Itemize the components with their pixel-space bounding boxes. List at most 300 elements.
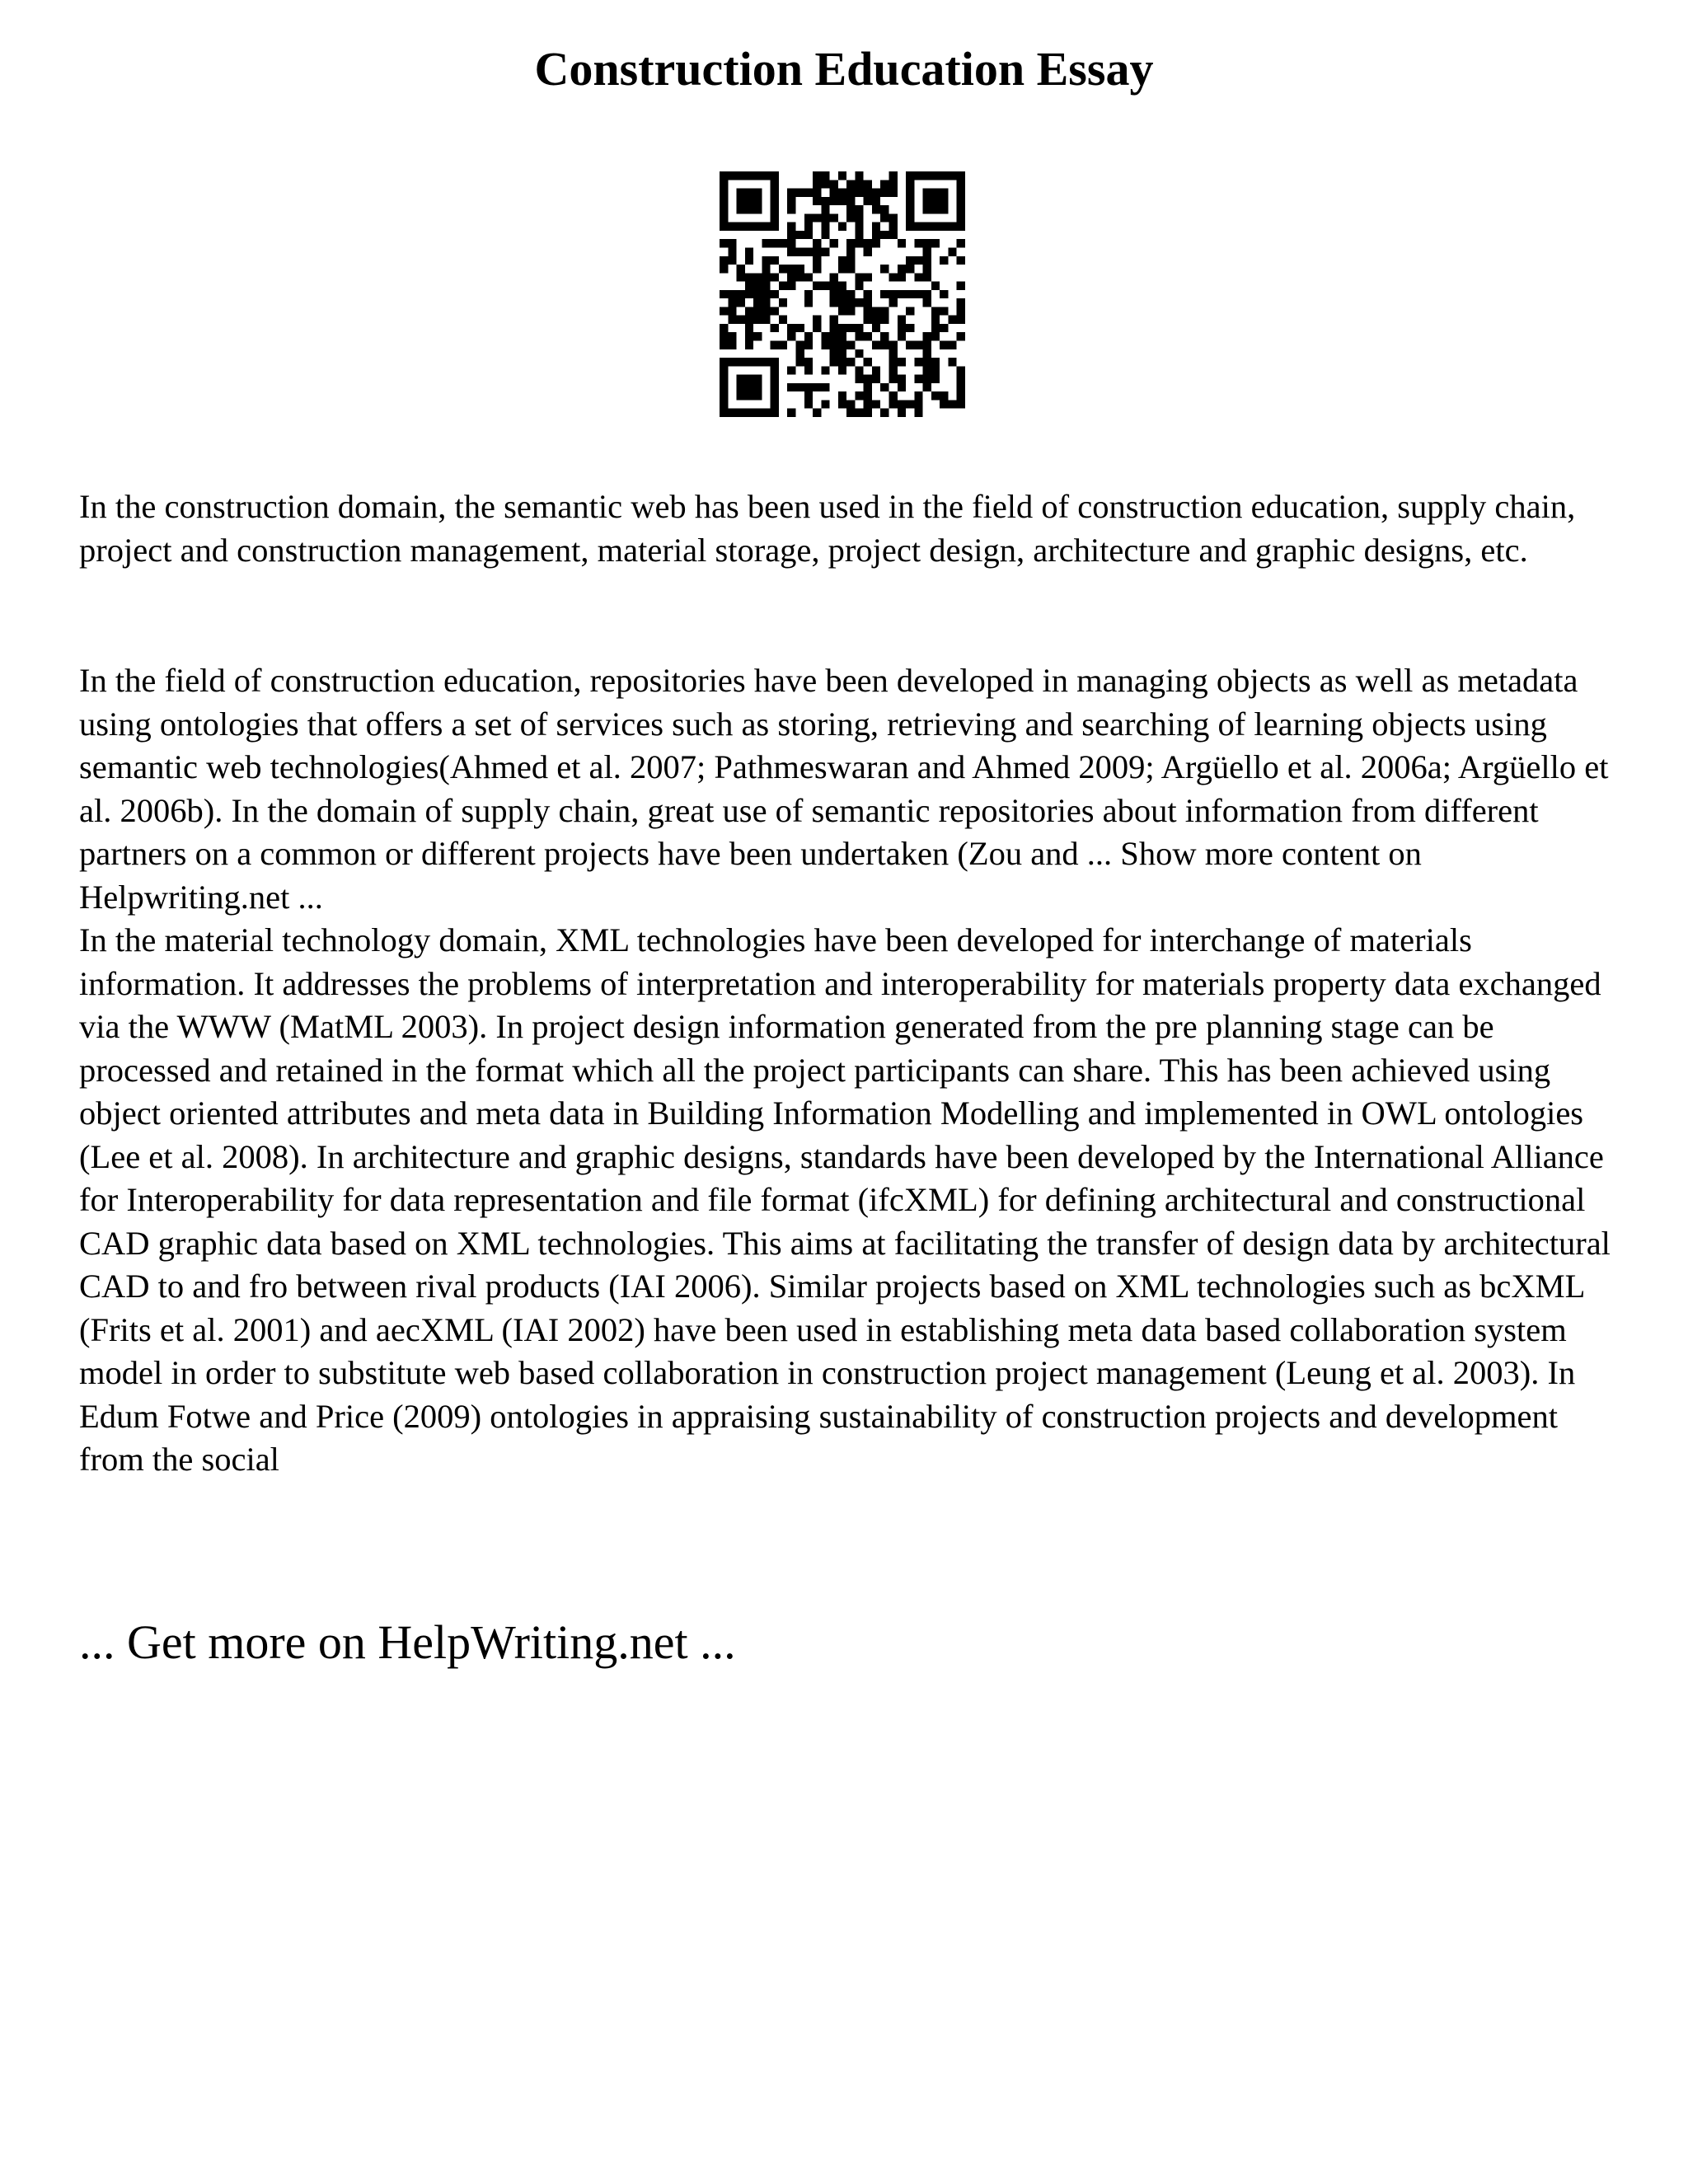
qr-module [889, 223, 898, 231]
qr-module [838, 256, 846, 265]
qr-module [745, 197, 753, 205]
qr-module [914, 409, 922, 417]
qr-module [931, 239, 940, 247]
qr-module [745, 332, 753, 340]
qr-module [923, 366, 931, 374]
qr-module [728, 358, 736, 366]
qr-module [957, 307, 965, 315]
qr-module [720, 256, 728, 265]
qr-module [855, 375, 863, 383]
qr-module [737, 171, 745, 180]
qr-module [745, 282, 753, 290]
qr-module [720, 265, 728, 273]
qr-module [720, 189, 728, 197]
qr-module [864, 247, 872, 255]
qr-module [720, 171, 728, 180]
qr-module [771, 290, 779, 298]
qr-module [762, 298, 770, 307]
qr-module [940, 197, 948, 205]
qr-module [804, 383, 813, 391]
qr-module [898, 265, 906, 273]
qr-module [898, 409, 906, 417]
qr-module [795, 189, 804, 197]
qr-module [855, 282, 863, 290]
qr-module [771, 366, 779, 374]
qr-module [830, 189, 838, 197]
qr-module [720, 332, 728, 340]
qr-module [855, 273, 863, 281]
qr-module [889, 231, 898, 239]
qr-module [923, 171, 931, 180]
qr-module [889, 290, 898, 298]
qr-module [821, 197, 829, 205]
qr-module [762, 256, 770, 265]
qr-module [821, 171, 829, 180]
qr-module [804, 298, 813, 307]
qr-module [838, 282, 846, 290]
qr-module [931, 324, 940, 332]
qr-module [737, 205, 745, 213]
qr-module [804, 358, 813, 366]
qr-module [931, 391, 940, 400]
qr-module [821, 383, 829, 391]
qr-module [864, 180, 872, 188]
qr-module [753, 383, 762, 391]
qr-module [889, 349, 898, 358]
qr-module [940, 256, 948, 265]
qr-module [771, 180, 779, 188]
qr-module [923, 298, 931, 307]
qr-module [753, 298, 762, 307]
qr-module [880, 383, 889, 391]
qr-module [720, 341, 728, 349]
qr-module [821, 231, 829, 239]
qr-module [838, 324, 846, 332]
qr-module [906, 223, 914, 231]
qr-module [795, 324, 804, 332]
qr-module [728, 316, 736, 324]
qr-module [771, 409, 779, 417]
qr-module [779, 282, 787, 290]
qr-module [846, 298, 855, 307]
qr-module [898, 358, 906, 366]
qr-module [745, 358, 753, 366]
qr-module [872, 307, 880, 315]
qr-module [779, 265, 787, 273]
qr-module [753, 316, 762, 324]
qr-module [762, 239, 770, 247]
qr-module [957, 223, 965, 231]
qr-module [880, 307, 889, 315]
qr-module [737, 273, 745, 281]
qr-module [846, 265, 855, 273]
qr-module [898, 239, 906, 247]
qr-module [957, 213, 965, 222]
qr-module [898, 324, 906, 332]
qr-module [804, 341, 813, 349]
qr-module [880, 290, 889, 298]
qr-module [771, 324, 779, 332]
qr-module [813, 324, 821, 332]
qr-module [940, 324, 948, 332]
qr-module [745, 324, 753, 332]
qr-module [957, 375, 965, 383]
qr-module [745, 256, 753, 265]
qr-module [838, 265, 846, 273]
qr-module [762, 358, 770, 366]
qr-module [846, 189, 855, 197]
qr-module [779, 341, 787, 349]
qr-module [753, 205, 762, 213]
qr-module [821, 366, 829, 374]
qr-module [846, 205, 855, 213]
qr-code-icon [720, 171, 965, 417]
qr-module [762, 307, 770, 315]
qr-module [957, 316, 965, 324]
qr-module [745, 341, 753, 349]
qr-module [720, 400, 728, 408]
qr-module [838, 391, 846, 400]
qr-module [889, 400, 898, 408]
qr-module [838, 366, 846, 374]
qr-module [813, 171, 821, 180]
qr-module [931, 332, 940, 340]
qr-module [753, 171, 762, 180]
qr-module [821, 247, 829, 255]
qr-module [889, 189, 898, 197]
qr-module [906, 265, 914, 273]
qr-module [880, 409, 889, 417]
qr-module [957, 180, 965, 188]
qr-module [957, 197, 965, 205]
qr-module [923, 256, 931, 265]
qr-module [923, 332, 931, 340]
qr-module [737, 409, 745, 417]
qr-module [830, 358, 838, 366]
qr-module [830, 282, 838, 290]
qr-module [957, 391, 965, 400]
qr-module [931, 171, 940, 180]
qr-module [846, 197, 855, 205]
qr-module [762, 282, 770, 290]
qr-module [762, 316, 770, 324]
qr-module [931, 366, 940, 374]
qr-module [872, 189, 880, 197]
qr-module [923, 205, 931, 213]
qr-module [720, 223, 728, 231]
qr-module [906, 290, 914, 298]
qr-module [771, 358, 779, 366]
qr-module [804, 223, 813, 231]
qr-module [855, 409, 863, 417]
qr-module [838, 189, 846, 197]
qr-module [872, 316, 880, 324]
qr-module [753, 189, 762, 197]
qr-module [821, 205, 829, 213]
qr-module [906, 180, 914, 188]
qr-module [864, 383, 872, 391]
qr-module [787, 332, 795, 340]
qr-module [795, 358, 804, 366]
qr-module [931, 316, 940, 324]
document-title: Construction Education Essay [534, 42, 1154, 96]
qr-module [846, 341, 855, 349]
qr-module [745, 409, 753, 417]
qr-module [787, 247, 795, 255]
qr-module [753, 307, 762, 315]
qr-module [720, 180, 728, 188]
qr-module [855, 205, 863, 213]
qr-module [855, 391, 863, 400]
qr-module [771, 383, 779, 391]
qr-module [720, 409, 728, 417]
qr-module [830, 197, 838, 205]
qr-module [940, 307, 948, 315]
qr-module [898, 290, 906, 298]
qr-module [795, 341, 804, 349]
qr-module [889, 171, 898, 180]
qr-module [864, 391, 872, 400]
qr-module [889, 341, 898, 349]
qr-module [838, 197, 846, 205]
qr-module [940, 290, 948, 298]
qr-module [771, 197, 779, 205]
qr-module [813, 265, 821, 273]
qr-module [762, 223, 770, 231]
qr-module [728, 290, 736, 298]
qr-module [728, 256, 736, 265]
qr-module [864, 316, 872, 324]
qr-module [787, 409, 795, 417]
qr-module [813, 247, 821, 255]
qr-module [931, 189, 940, 197]
qr-module [931, 197, 940, 205]
qr-module [804, 391, 813, 400]
qr-module [787, 223, 795, 231]
qr-module [846, 400, 855, 408]
qr-module [838, 290, 846, 298]
qr-module [906, 189, 914, 197]
qr-module [737, 189, 745, 197]
qr-module [737, 197, 745, 205]
qr-module [771, 223, 779, 231]
qr-module [737, 391, 745, 400]
qr-module [864, 239, 872, 247]
qr-module [889, 273, 898, 281]
qr-module [889, 298, 898, 307]
qr-module [771, 189, 779, 197]
qr-module [804, 332, 813, 340]
qr-module [931, 223, 940, 231]
qr-module [787, 239, 795, 247]
qr-module [787, 366, 795, 374]
qr-module [745, 223, 753, 231]
qr-module [762, 265, 770, 273]
qr-module [771, 273, 779, 281]
qr-module [872, 400, 880, 408]
qr-module [931, 307, 940, 315]
qr-module [728, 332, 736, 340]
qr-module [855, 332, 863, 340]
qr-module [787, 189, 795, 197]
qr-module [923, 197, 931, 205]
qr-module [898, 383, 906, 391]
qr-module [745, 316, 753, 324]
qr-module [864, 298, 872, 307]
qr-module [872, 197, 880, 205]
qr-module [864, 358, 872, 366]
qr-module [737, 265, 745, 273]
qr-module [914, 341, 922, 349]
qr-module [948, 247, 956, 255]
qr-module [804, 247, 813, 255]
qr-module [906, 400, 914, 408]
qr-module [931, 205, 940, 213]
qr-module [720, 213, 728, 222]
qr-module [821, 223, 829, 231]
qr-module [940, 223, 948, 231]
qr-module [771, 205, 779, 213]
qr-module [813, 383, 821, 391]
qr-module [771, 391, 779, 400]
qr-module [838, 171, 846, 180]
qr-module [737, 375, 745, 383]
qr-module [855, 223, 863, 231]
qr-module [855, 324, 863, 332]
qr-module [914, 171, 922, 180]
qr-module [864, 409, 872, 417]
qr-module [940, 341, 948, 349]
qr-module [855, 366, 863, 374]
qr-module [753, 273, 762, 281]
qr-module [923, 247, 931, 255]
qr-module [795, 247, 804, 255]
qr-module [787, 231, 795, 239]
qr-module [957, 171, 965, 180]
qr-module [830, 332, 838, 340]
qr-module [771, 375, 779, 383]
qr-module [745, 189, 753, 197]
qr-module [804, 400, 813, 408]
qr-module [795, 265, 804, 273]
qr-module [795, 273, 804, 281]
qr-module [957, 366, 965, 374]
qr-module [923, 265, 931, 273]
qr-module [821, 332, 829, 340]
qr-module [906, 197, 914, 205]
qr-module [846, 290, 855, 298]
qr-module [771, 307, 779, 315]
qr-module [804, 273, 813, 281]
qr-module [821, 180, 829, 188]
qr-module [880, 265, 889, 273]
qr-module [813, 409, 821, 417]
qr-module [804, 290, 813, 298]
qr-module [940, 391, 948, 400]
qr-module [745, 375, 753, 383]
qr-module [880, 213, 889, 222]
qr-module [864, 290, 872, 298]
qr-module [889, 358, 898, 366]
qr-module [846, 247, 855, 255]
qr-module [745, 383, 753, 391]
qr-module [914, 239, 922, 247]
qr-module [957, 332, 965, 340]
qr-module [753, 332, 762, 340]
qr-module [948, 358, 956, 366]
qr-module [762, 171, 770, 180]
qr-module [906, 341, 914, 349]
qr-module [771, 400, 779, 408]
qr-module [931, 375, 940, 383]
qr-module [914, 391, 922, 400]
qr-module [728, 223, 736, 231]
qr-module [830, 239, 838, 247]
qr-module [787, 205, 795, 213]
get-more-link[interactable]: ... Get more on HelpWriting.net ... [79, 1615, 736, 1669]
qr-module [813, 316, 821, 324]
qr-module [821, 213, 829, 222]
qr-module [931, 358, 940, 366]
qr-module [846, 239, 855, 247]
qr-module [728, 298, 736, 307]
qr-module [753, 290, 762, 298]
qr-module [914, 400, 922, 408]
qr-module [745, 391, 753, 400]
qr-module [720, 358, 728, 366]
qr-module [880, 180, 889, 188]
qr-module [745, 307, 753, 315]
qr-module [914, 256, 922, 265]
qr-module [821, 341, 829, 349]
qr-module [745, 290, 753, 298]
qr-module [804, 189, 813, 197]
qr-module [728, 307, 736, 315]
qr-module [779, 239, 787, 247]
qr-module [737, 316, 745, 324]
qr-module [728, 341, 736, 349]
qr-module [838, 358, 846, 366]
qr-module [728, 171, 736, 180]
qr-module [804, 366, 813, 374]
qr-module [914, 358, 922, 366]
qr-module [855, 171, 863, 180]
qr-module [720, 324, 728, 332]
qr-module [923, 273, 931, 281]
qr-module [898, 316, 906, 324]
qr-module [940, 171, 948, 180]
qr-module [838, 298, 846, 307]
qr-module [872, 341, 880, 349]
qr-module [948, 400, 956, 408]
qr-module [771, 213, 779, 222]
qr-module [880, 316, 889, 324]
qr-module [771, 256, 779, 265]
qr-module [771, 239, 779, 247]
qr-module [762, 409, 770, 417]
qr-module [753, 409, 762, 417]
qr-module [846, 213, 855, 222]
qr-module [957, 205, 965, 213]
qr-module [872, 239, 880, 247]
qr-module [830, 324, 838, 332]
qr-module [830, 180, 838, 188]
qr-module [720, 366, 728, 374]
qr-module [813, 213, 821, 222]
qr-module [864, 332, 872, 340]
qr-module [889, 375, 898, 383]
qr-module [846, 324, 855, 332]
